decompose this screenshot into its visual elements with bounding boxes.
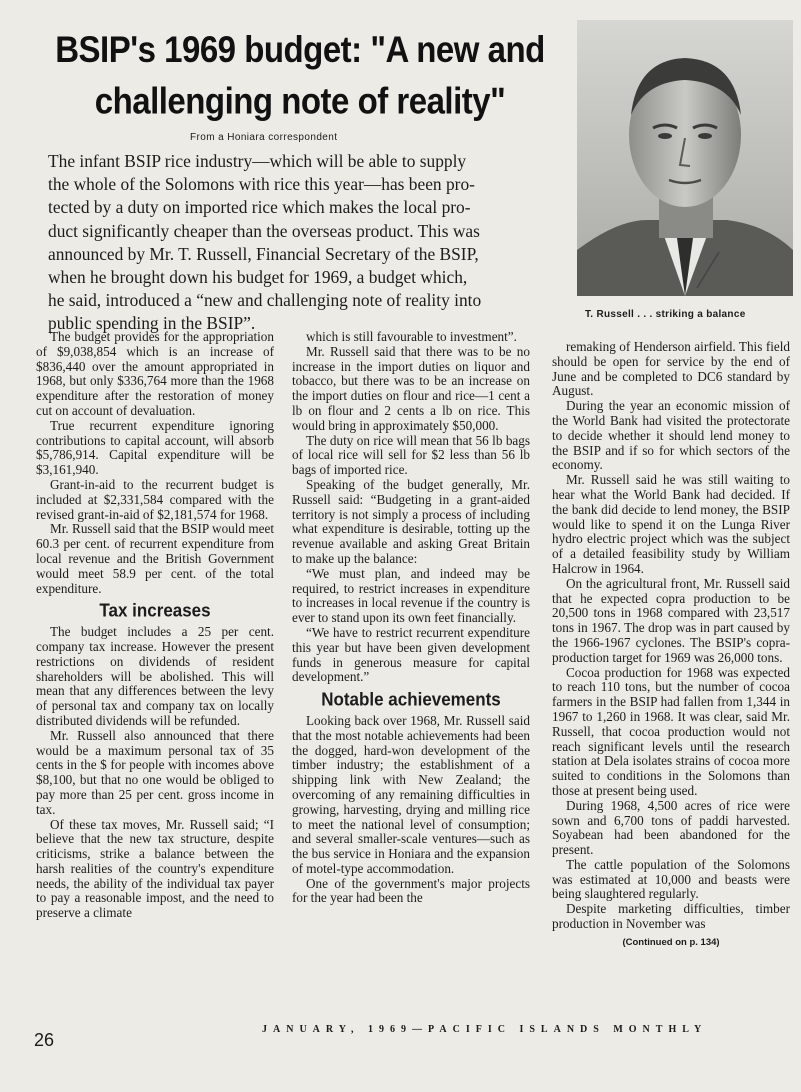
subhead-tax-increases: Tax increases	[99, 600, 211, 622]
article-paragraph: The cattle population of the Solomons was estimated at 10,000 and beasts were being slaughtered regularly.	[552, 856, 790, 902]
intro-line: The infant BSIP rice industry—which will be able to supply	[48, 151, 467, 171]
article-paragraph: One of the government's major projects for the year had been the	[292, 875, 530, 906]
article-paragraph: Of these tax moves, Mr. Russell said; “I believe that the new tax structure, despite criticisms, strike a balance between the harsh realities of the country's expenditure needs, the ability of the individual tax payer to pay a reasonable impost, and the need to preserve a climate	[36, 816, 274, 921]
article-paragraph: Looking back over 1968, Mr. Russell said that the most notable achievements had been the dogged, hard-won development of the timber industry; the establishment of a shipping link with New Zealand; the overcoming of any remaining difficulties in growing, harvesting, drying and milling rice to meet the national level of consumption; and several smaller-scale ventures—such as the bus service in Honiara and the expansion of motel-type accommodation.	[292, 712, 530, 876]
intro-line: public spending in the BSIP”.	[48, 313, 256, 334]
intro-line: when he brought down his budget for 1969, a budget which,	[48, 267, 468, 288]
photo-caption: T. Russell . . . striking a balance	[585, 309, 746, 320]
article-paragraph: The budget provides for the appropriation of $9,038,854 which is an increase of $836,440 over the amount appropriated in 1968, but only $336,764 more than the 1968 expenditure after the restoration of money cut on account of devaluation.	[36, 329, 274, 418]
article-paragraph: which is still favourable to investment”.	[306, 329, 517, 344]
intro-line: the whole of the Solomons with rice this year—has been pro-	[48, 174, 475, 195]
article-paragraph: Mr. Russell said he was still waiting to hear what the World Bank had decided. If the bank did decide to lend money, the BSIP would like to spend it on the Lunga River hydro electric project which was the subject of a detailed feasibility study by William Halcrow in 1964.	[552, 472, 790, 576]
article-paragraph: Cocoa production for 1968 was expected to reach 110 tons, but the number of cocoa farmers in the BSIP had fallen from 1,344 in 1967 to 1,260 in 1968. It was clear, said Mr. Russell, that cocoa production would not reach significant levels until the research station at Dela isolates strains of cocoa more suited to conditions in the Solomons than those at present being used.	[552, 664, 790, 798]
article-paragraph: True recurrent expenditure ignoring contributions to capital account, will absorb $5,786,914. Capital expenditure will be $3,161,940.	[36, 417, 274, 478]
page-footer	[0, 1022, 801, 1052]
article-paragraph: Mr. Russell said that the BSIP would meet 60.3 per cent. of recurrent expenditure from local revenue and the British Government would meet 58.9 per cent. of the total expenditure.	[36, 521, 274, 596]
page-number: 26	[34, 1030, 55, 1050]
headline-line-2: challenging note of reality"	[94, 80, 506, 122]
intro-paragraph	[48, 150, 568, 336]
article-column-2	[292, 330, 530, 906]
article-paragraph: “We have to restrict recurrent expenditure this year but have been given development funds in generous measure for capital development.”	[292, 624, 530, 685]
article-paragraph: On the agricultural front, Mr. Russell said that he expected copra production to be 20,500 tons in 1968 compared with 23,517 tons in 1967. The drop was in part caused by the 1966-1967 cyclones. The BSIP's copra-production target for 1969 was 26,000 tons.	[552, 575, 790, 665]
subhead-notable-achievements: Notable achievements	[321, 689, 501, 710]
article-paragraph: “We must plan, and indeed may be required, to restrict increases in expenditure to increases in local revenue if the country is ever to stand upon its own feet financially.	[292, 565, 530, 626]
byline: From a Honiara correspondent	[190, 132, 338, 143]
headline-line-1: BSIP's 1969 budget: "A new and	[55, 28, 545, 70]
article-paragraph: Mr. Russell said that there was to be no increase in the import duties on liquor and tobacco, but there was to be an increase on the import duties on flour and rice—1 cent a lb on flour and 2 cents a lb on rice. This would bring in approximately $50,000.	[292, 343, 530, 433]
portrait-photo	[577, 20, 793, 296]
intro-line: duct significantly cheaper than the overseas product. This was	[48, 220, 480, 241]
article-column-1	[36, 330, 274, 921]
article-paragraph: Speaking of the budget generally, Mr. Russell said: “Budgeting in a grant-aided territory is not simply a process of including what expenditure is desirable, totting up the revenue available and asking Great Britain to make up the balance:	[292, 476, 530, 566]
intro-line: he said, introduced a “new and challenging note of reality into	[48, 290, 482, 311]
article-paragraph: Grant-in-aid to the recurrent budget is included at $2,331,584 compared with the revised grant-in-aid of $2,181,574 for 1968.	[36, 476, 274, 522]
article-paragraph: Despite marketing difficulties, timber production in November was	[552, 901, 790, 932]
article-paragraph: The budget includes a 25 per cent. company tax increase. However the present restrictions on dividends of resident shareholders will be abolished. This will mean that any differences between the levy of personal tax and company tax on locally distributed dividends will be refunded.	[36, 624, 274, 728]
intro-line: tected by a duty on imported rice which makes the local pro-	[48, 197, 471, 218]
article-paragraph: remaking of Henderson airfield. This field should be open for service by the end of June and be completed to DC6 standard by August.	[552, 339, 790, 399]
masthead: JANUARY, 1969—PACIFIC ISLANDS MONTHLY	[262, 1024, 708, 1035]
article-column-3	[552, 340, 790, 951]
article-paragraph: During the year an economic mission of the World Bank had visited the protectorate to decide whether it should lend money to the BSIP and if so for which sectors of the economy.	[552, 398, 790, 473]
headline	[40, 24, 560, 127]
article-paragraph: The duty on rice will mean that 56 lb bags of local rice will sell for $2 less than 56 lb bags of imported rice.	[292, 432, 530, 478]
article-paragraph: Mr. Russell also announced that there would be a maximum personal tax of 35 cents in the $ for people with incomes above $8,100, but that no one would be obliged to pay more than 25 per cent. gross income in tax.	[36, 727, 274, 817]
continued-note: (Continued on p. 134)	[622, 936, 720, 948]
intro-line: announced by Mr. T. Russell, Financial Secretary of the BSIP,	[48, 243, 479, 264]
article-paragraph: During 1968, 4,500 acres of rice were sown and 6,700 tons of paddi harvested. Soyabean had been abandoned for the present.	[552, 797, 790, 858]
